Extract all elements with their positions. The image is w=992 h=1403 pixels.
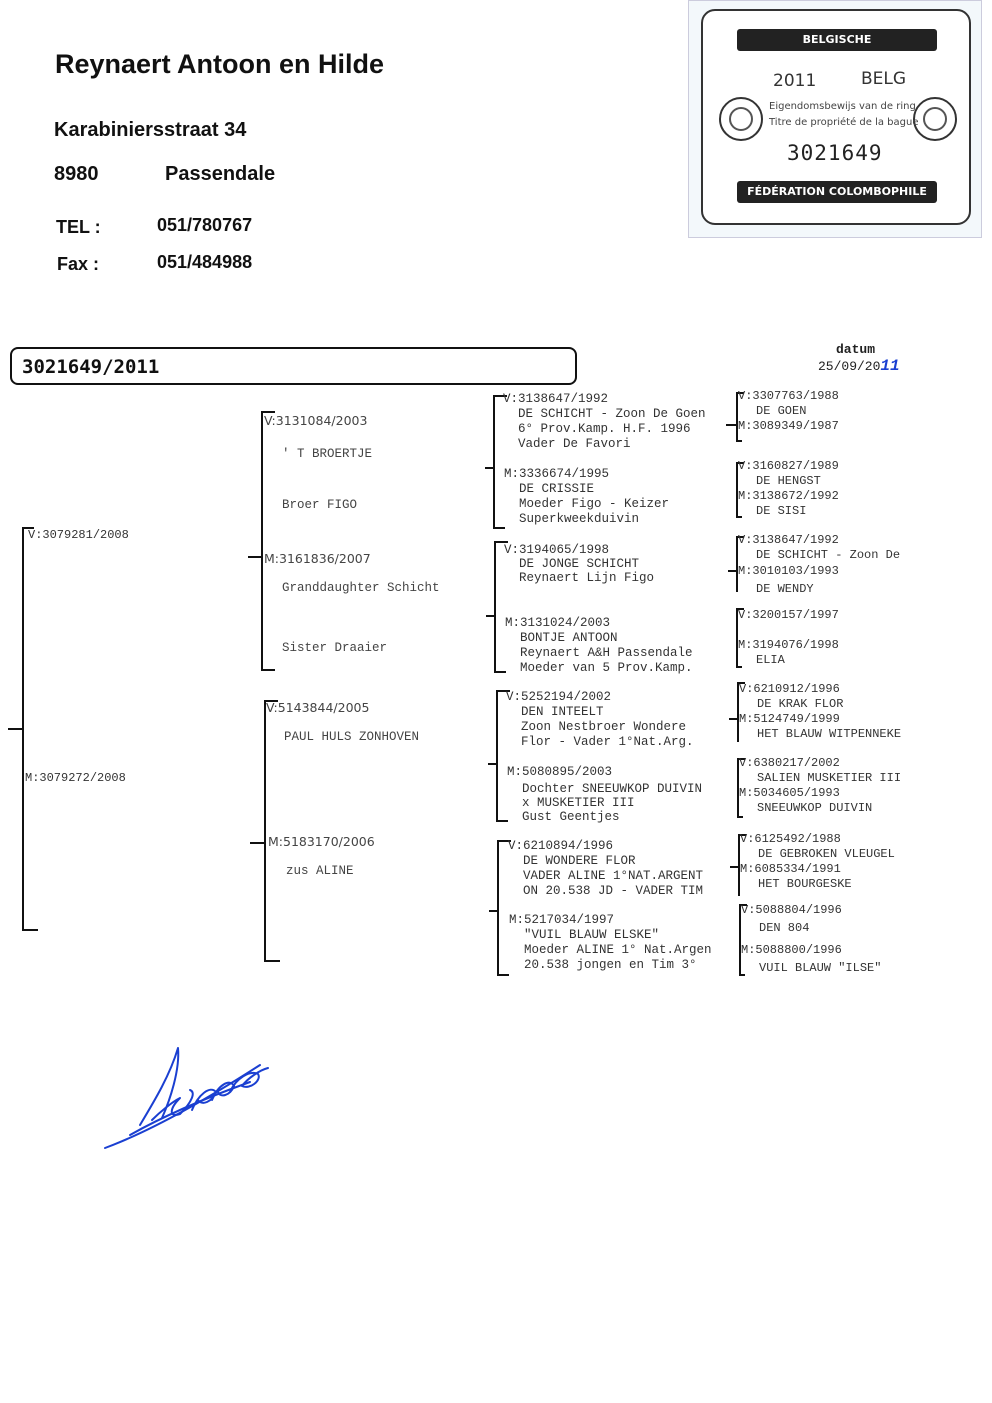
owner-name: Reynaert Antoon en Hilde <box>55 49 385 79</box>
tel-number: 051/780767 <box>157 215 253 235</box>
stamp-medal-right <box>913 97 957 141</box>
gen2-line: PAUL HULS ZONHOVEN <box>284 730 420 744</box>
sire-ring: 3079281/2008 <box>42 528 129 542</box>
owner-postcode: 8980 <box>54 163 99 185</box>
gen2-line: ' T BROERTJE <box>282 447 373 461</box>
owner-street: Karabiniersstraat 34 <box>54 119 247 141</box>
gen4-entry: M:6085334/1991 HET BOURGESKE <box>740 862 852 891</box>
gen4-entry: V:3200157/1997 <box>738 608 839 622</box>
stamp-number: 3021649 <box>787 141 883 165</box>
signature-icon <box>100 1040 280 1155</box>
stamp-bottom-banner: FÉDÉRATION COLOMBOPHILE BELGE <box>737 181 937 203</box>
gen3-entry: V:5252194/2002 DEN INTEELT Zoon Nestbroer Wondere Flor - Vader 1°Nat.Arg. <box>506 690 694 749</box>
gen4-entry: M:3010103/1993 DE WENDY <box>738 564 839 596</box>
gen3-entry: M:3336674/1995 DE CRISSIE Moeder Figo - Keizer Superkweekduivin <box>504 467 670 526</box>
stamp-year: 2011 <box>773 71 817 91</box>
stamp-top-banner: BELGISCHE DUIVENLIEFHEBBERSBOND <box>737 29 937 51</box>
ownership-stamp <box>688 0 982 238</box>
dam-ring: 3079272/2008 <box>39 771 126 785</box>
stamp-line2: Titre de propriété de la bague <box>769 117 919 128</box>
gen4-entry: M:5088800/1996 VUIL BLAUW "ILSE" <box>741 943 882 975</box>
dam-entry <box>25 771 126 785</box>
ring-number-box <box>10 347 577 385</box>
dam-prefix: M: <box>25 771 40 785</box>
gen2-entry: M:5183170/2006 zus ALINE <box>268 834 375 878</box>
gen4-entry: V:5088804/1996 DEN 804 <box>741 903 842 935</box>
gen4-entry: V:3307763/1988 DE GOEN <box>738 389 839 418</box>
gen4-entry: V:3160827/1989 DE HENGST <box>738 459 839 488</box>
gen3-entry: V:3138647/1992 DE SCHICHT - Zoon De Goen 6° Prov.Kamp. H.F. 1996 Vader De Favori <box>503 392 706 451</box>
gen4-entry: V:3138647/1992 DE SCHICHT - Zoon De <box>738 533 901 562</box>
gen4-entry: M:5034605/1993 SNEEUWKOP DUIVIN <box>739 786 873 815</box>
datum-date-handwritten: 11 <box>880 357 900 375</box>
gen4-entry: M:3089349/1987 <box>738 419 839 433</box>
sire-prefix: V: <box>28 528 43 542</box>
gen4-entry: M:5124749/1999 HET BLAUW WITPENNEKE <box>739 712 902 741</box>
gen3-entry: M:3131024/2003 BONTJE ANTOON Reynaert A&H Passendale Moeder van 5 Prov.Kamp. <box>505 616 693 675</box>
stamp-medal-left <box>719 97 763 141</box>
stamp-line1: Eigendomsbewijs van de ring <box>769 101 916 112</box>
tel-label: TEL : <box>56 217 101 237</box>
owner-city: Passendale <box>165 163 276 185</box>
gen2-line: zus ALINE <box>286 864 354 878</box>
ring-number: 3021649/2011 <box>22 356 160 378</box>
datum-label: datum <box>836 342 876 357</box>
gen2-line: Granddaughter Schicht <box>282 581 440 595</box>
gen4-entry: M:3194076/1998 ELIA <box>738 638 839 667</box>
datum-value <box>818 357 900 375</box>
fax-number: 051/484988 <box>157 252 253 272</box>
gen4-entry: V:6125492/1988 DE GEBROKEN VLEUGEL <box>740 832 895 861</box>
gen3-entry: V:3194065/1998 DE JONGE SCHICHT Reynaert Lijn Figo <box>504 543 655 585</box>
datum-date-printed: 25/09/20 <box>818 359 881 374</box>
gen3-entry: V:6210894/1996 DE WONDERE FLOR VADER ALINE 1°NAT.ARGENT ON 20.538 JD - VADER TIM <box>508 839 704 898</box>
gen2-entry: M:3161836/2007 Granddaughter Schicht Sister Draaier <box>264 551 440 655</box>
gen3-entry: M:5080895/2003 Dochter SNEEUWKOP DUIVIN x MUSKETIER III Gust Geentjes <box>507 765 703 824</box>
gen2-line: Sister Draaier <box>282 641 388 655</box>
gen2-entry: V:3131084/2003 ' T BROERTJE Broer FIGO <box>264 413 373 512</box>
fax-label: Fax : <box>57 254 100 274</box>
gen2-entry: V:5143844/2005 PAUL HULS ZONHOVEN <box>266 700 420 744</box>
stamp-country: BELG <box>861 69 907 89</box>
gen4-entry: V:6210912/1996 DE KRAK FLOR <box>739 682 844 711</box>
gen3-entry: M:5217034/1997 "VUIL BLAUW ELSKE" Moeder ALINE 1° Nat.Argen 20.538 jongen en Tim 3° <box>509 913 712 972</box>
sire-entry <box>28 528 129 542</box>
gen2-line: Broer FIGO <box>282 498 358 512</box>
gen4-entry: V:6380217/2002 SALIEN MUSKETIER III <box>739 756 902 785</box>
gen4-entry: M:3138672/1992 DE SISI <box>738 489 839 518</box>
